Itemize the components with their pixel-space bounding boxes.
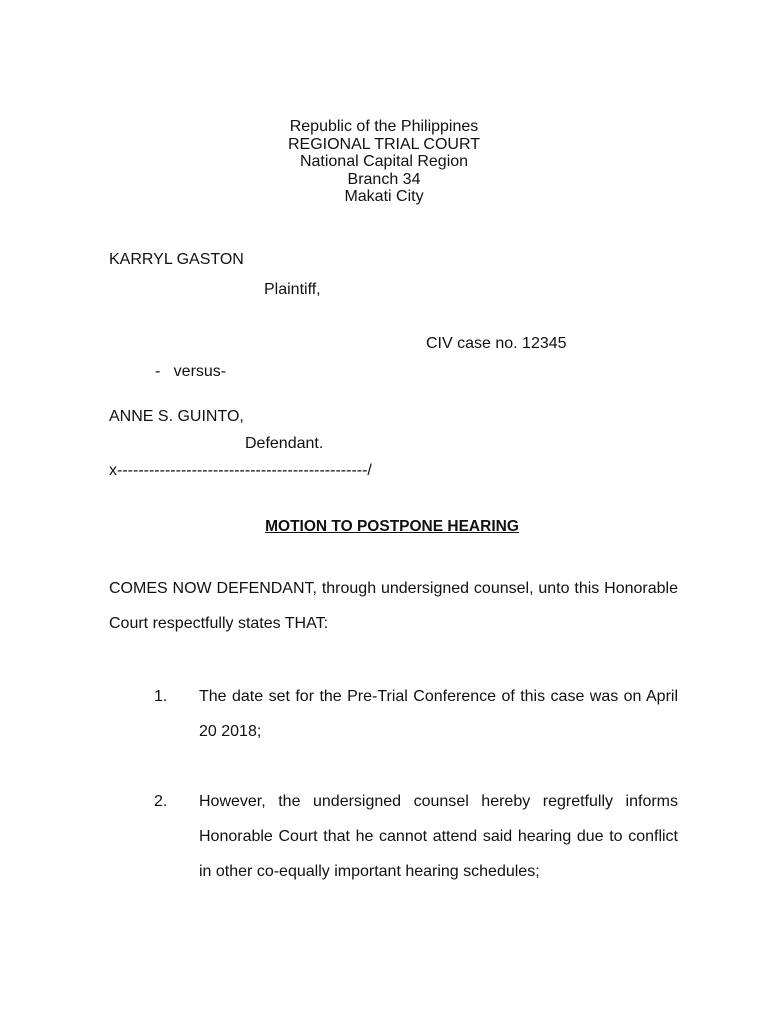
item-number: 2. xyxy=(154,793,168,810)
case-number: CIV case no. 12345 xyxy=(426,335,567,352)
caption-court: REGIONAL TRIAL COURT xyxy=(287,135,481,153)
plaintiff-name: KARRYL GASTON xyxy=(109,251,244,268)
caption-republic: Republic of the Philippines xyxy=(289,118,479,135)
court-caption xyxy=(0,118,768,206)
caption-city: Makati City xyxy=(344,188,424,205)
document-title: MOTION TO POSTPONE HEARING xyxy=(265,518,519,535)
intro-paragraph: COMES NOW DEFENDANT, through undersigned counsel, unto this Honorable Court respectfully states THAT: xyxy=(109,580,678,632)
plaintiff-label: Plaintiff, xyxy=(264,281,321,298)
item-number: 1. xyxy=(154,688,168,705)
defendant-label: Defendant. xyxy=(245,435,324,452)
defendant-name: ANNE S. GUINTO, xyxy=(109,408,244,425)
caption-region: National Capital Region xyxy=(299,153,469,170)
versus-label: - versus- xyxy=(155,363,227,380)
item-text: The date set for the Pre-Trial Conference of this case was on April 20 2018; xyxy=(199,688,678,740)
item-text: However, the undersigned counsel hereby regretfully informs Honorable Court that he cannot attend said hearing due to conflict in other co-equally important hearing schedules; xyxy=(199,793,678,880)
caption-separator: x-----------------------------------------------/ xyxy=(109,462,372,479)
caption-branch: Branch 34 xyxy=(347,170,421,188)
